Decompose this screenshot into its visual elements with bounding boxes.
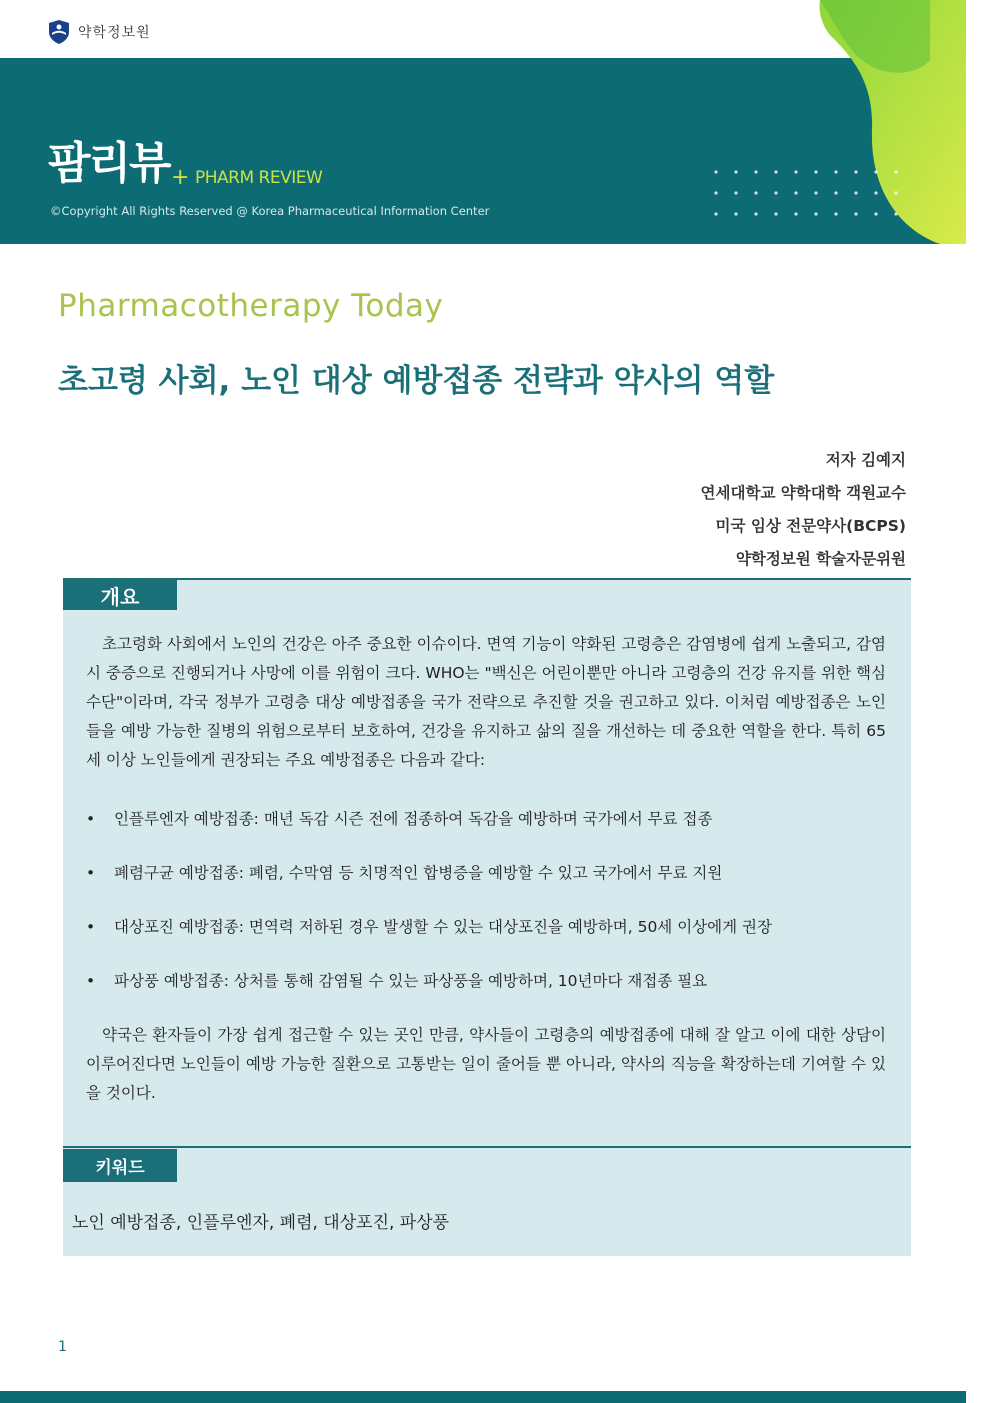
bullet-icon: • — [86, 864, 96, 882]
keywords-text: 노인 예방접종, 인플루엔자, 폐렴, 대상포진, 파상풍 — [72, 1213, 450, 1233]
author-block — [701, 444, 906, 576]
list-item — [86, 859, 886, 888]
bullet-icon: • — [86, 810, 96, 828]
list-item-text: 파상풍 예방접종: 상처를 통해 감염될 수 있는 파상풍을 예방하며, 10년마다 재접종 필요 — [114, 972, 708, 990]
kpic-shield-logo-icon — [48, 19, 70, 45]
keyword-tab: 키워드 — [63, 1149, 177, 1182]
list-item — [86, 805, 886, 834]
author-name: 저자 김예지 — [825, 451, 906, 469]
bullet-icon: • — [86, 972, 96, 990]
author-affiliation: 연세대학교 약학대학 객원교수 — [700, 484, 906, 502]
keyword-divider — [63, 1146, 911, 1148]
brand-row — [48, 18, 151, 46]
brand-name: 약학정보원 — [78, 25, 151, 41]
vaccine-list — [86, 805, 886, 996]
overview-body — [86, 630, 886, 1108]
author-credential: 미국 임상 전문약사(BCPS) — [715, 517, 906, 535]
page-number: 1 — [58, 1339, 67, 1355]
list-item — [86, 913, 886, 942]
list-item — [86, 967, 886, 996]
list-item-text: 대상포진 예방접종: 면역력 저하된 경우 발생할 수 있는 대상포진을 예방하며, 50세 이상에게 권장 — [114, 918, 772, 936]
list-item-text: 인플루엔자 예방접종: 매년 독감 시즌 전에 접종하여 독감을 예방하며 국가에서 무료 접종 — [114, 810, 713, 828]
author-role: 약학정보원 학술자문위원 — [735, 550, 906, 568]
footer-bar — [0, 1391, 966, 1403]
overview-closing: 약국은 환자들이 가장 쉽게 접근할 수 있는 곳인 만큼, 약사들이 고령층의 예방접종에 대해 잘 알고 이에 대한 상담이 이루어진다면 노인들이 예방 가능한 질환으로 고통받는 일이 줄어들 뿐 아니라, 약사의 직능을 확장하는데 기여할 수 있을 것이다. — [86, 1026, 886, 1102]
title-plus-sign: + — [171, 165, 190, 190]
article-title: 초고령 사회, 노인 대상 예방접종 전략과 약사의 역할 — [58, 363, 775, 399]
overview-intro: 초고령화 사회에서 노인의 건강은 아주 중요한 이슈이다. 면역 기능이 약화된 고령층은 감염병에 쉽게 노출되고, 감염 시 중증으로 진행되거나 사망에 이를 위험이 크다. WHO는 "백신은 어린이뿐만 아니라 고령층의 건강 유지를 위한 핵심 수단"이라며, 각국 정부가 고령층 대상 예방접종을 국가 전략으로 추진할 것을 권고하고 있다. 이처럼 예방접종은 노인들을 예방 가능한 질병의 위험으로부터 보호하여, 건강을 유지하고 삶의 질을 개선하는 데 중요한 역할을 한다. 특히 65세 이상 노인들에게 권장되는 주요 예방접종은 다음과 같다: — [86, 635, 886, 769]
copyright-notice: ©Copyright All Rights Reserved @ Korea Pharmaceutical Information Center — [50, 204, 490, 218]
bullet-icon: • — [86, 918, 96, 936]
section-label: Pharmacotherapy Today — [58, 288, 444, 324]
publication-subtitle: PHARM REVIEW — [195, 168, 323, 188]
publication-title: 팜리뷰 — [48, 138, 170, 189]
overview-tab: 개요 — [63, 580, 177, 610]
list-item-text: 폐렴구균 예방접종: 폐렴, 수막염 등 치명적인 합병증을 예방할 수 있고 국가에서 무료 지원 — [114, 864, 723, 882]
